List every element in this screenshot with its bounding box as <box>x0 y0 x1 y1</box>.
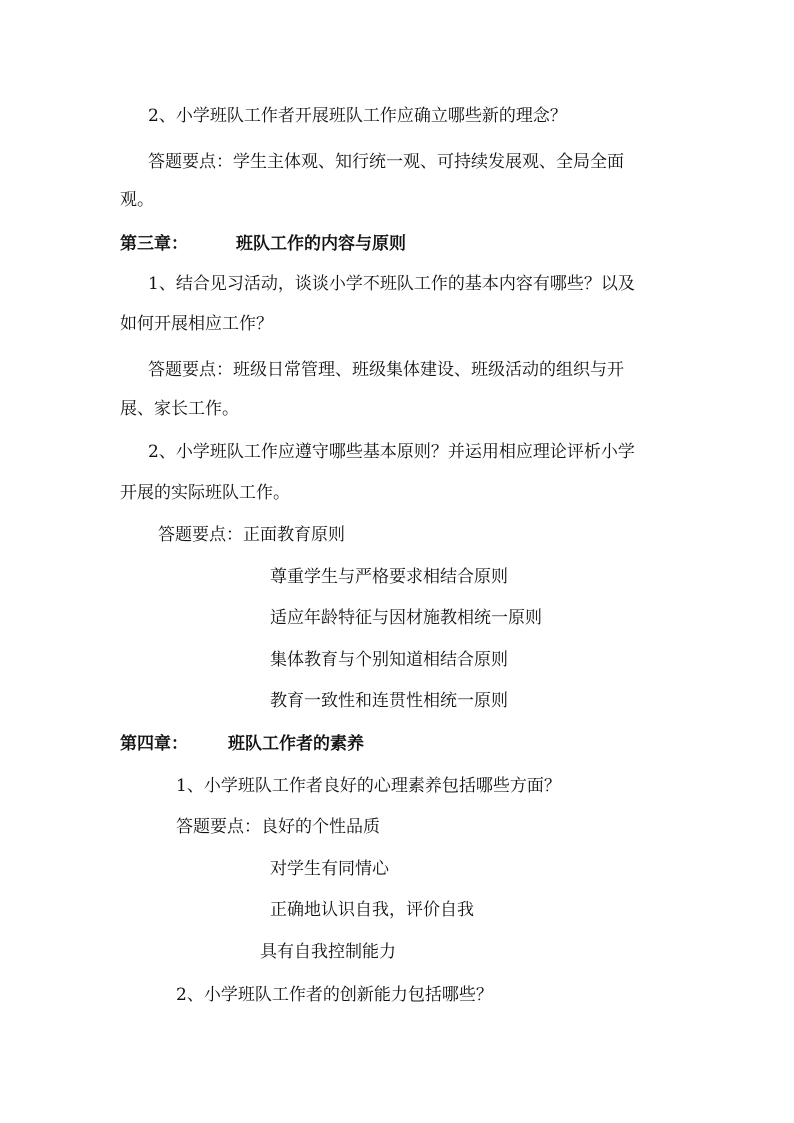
answer-ch2-q2-line1: 答题要点：学生主体观、知行统一观、可持续发展观、全局全面 <box>148 152 624 172</box>
question-ch3-q2-line2: 开展的实际班队工作。 <box>120 483 290 503</box>
answer-ch3-q1-line1: 答题要点：班级日常管理、班级集体建设、班级活动的组织与开 <box>148 360 624 380</box>
principle-item: 集体教育与个别知道相结合原则 <box>270 650 508 670</box>
question-ch2-q2: 2、小学班队工作者开展班队工作应确立哪些新的理念？ <box>148 106 567 126</box>
chapter4-heading <box>120 732 364 756</box>
chapter4-title: 班队工作者的素养 <box>228 734 364 754</box>
answer-ch3-q2-intro: 答题要点：正面教育原则 <box>158 525 345 545</box>
question-ch4-q2: 2、小学班队工作者的创新能力包括哪些？ <box>176 985 493 1005</box>
chapter3-label: 第三章： <box>120 234 188 254</box>
question-ch3-q2-line1: 2、小学班队工作应遵守哪些基本原则？并运用相应理论评析小学 <box>148 442 635 462</box>
principle-item: 尊重学生与严格要求相结合原则 <box>270 567 508 587</box>
question-ch3-q1-line2: 如何开展相应工作？ <box>120 314 273 334</box>
quality-item: 正确地认识自我，评价自我 <box>270 900 474 920</box>
chapter3-title: 班队工作的内容与原则 <box>236 234 406 254</box>
answer-ch2-q2-line2: 观。 <box>120 190 154 210</box>
principle-item: 教育一致性和连贯性相统一原则 <box>270 691 508 711</box>
quality-item: 对学生有同情心 <box>270 859 389 879</box>
question-ch4-q1: 1、小学班队工作者良好的心理素养包括哪些方面？ <box>176 776 561 796</box>
chapter4-label: 第四章： <box>120 734 188 754</box>
question-ch3-q1-line1: 1、结合见习活动，谈谈小学不班队工作的基本内容有哪些？以及 <box>148 274 635 294</box>
answer-ch4-q1-intro: 答题要点：良好的个性品质 <box>176 817 380 837</box>
principle-item: 适应年龄特征与因材施教相统一原则 <box>270 608 542 628</box>
chapter3-heading <box>120 232 406 256</box>
quality-item: 具有自我控制能力 <box>260 942 396 962</box>
answer-ch3-q1-line2: 展、家长工作。 <box>120 399 239 419</box>
